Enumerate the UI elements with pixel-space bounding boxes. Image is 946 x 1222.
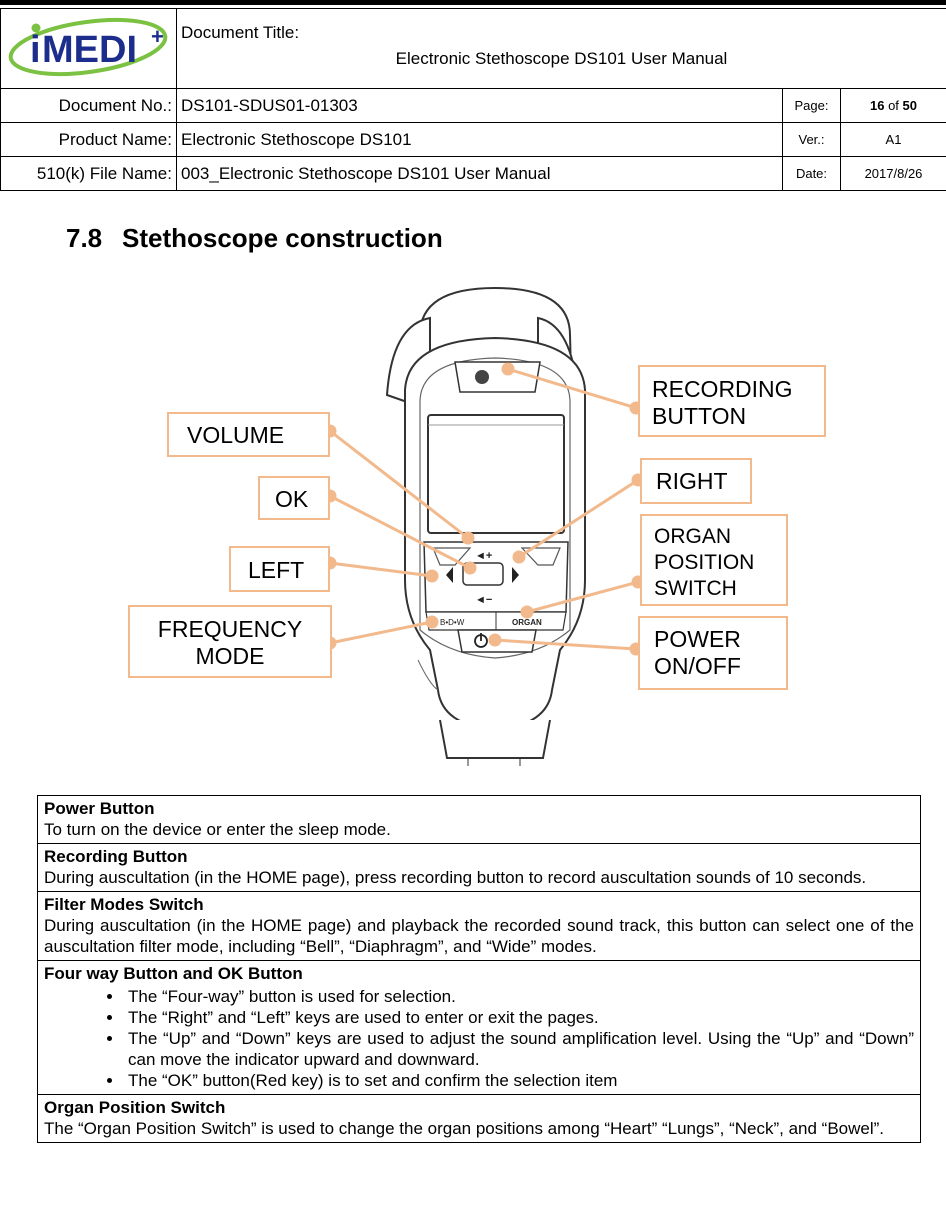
- organ-heading: Organ Position Switch: [44, 1098, 226, 1117]
- table-row: [38, 961, 921, 1095]
- section-heading: [66, 223, 443, 254]
- doc-title-value: Electronic Stethoscope DS101 User Manual: [395, 48, 728, 68]
- fourway-button-cell: [38, 961, 921, 1095]
- list-item: • The “Right” and “Left” keys are used to enter or exit the pages.: [124, 1007, 914, 1028]
- callout-right: [640, 458, 752, 504]
- logo-cell: [1, 9, 177, 89]
- product-label: Product Name:: [1, 123, 177, 157]
- document-header: [0, 8, 946, 191]
- callout-left-text: LEFT: [248, 557, 305, 583]
- product-value: Electronic Stethoscope DS101: [177, 123, 783, 157]
- callout-ok-text: OK: [275, 486, 309, 512]
- stethoscope-figure: [0, 280, 946, 780]
- filter-text: During auscultation (in the HOME page) and playback the recorded sound track, this button can select one of the auscultation filter mode, including “Bell”, “Diaphragm”, and “Wide” modes.: [44, 916, 914, 956]
- organ-text: The “Organ Position Switch” is used to change the organ positions among “Heart” “Lungs”, “Neck”, and “Bowel”.: [44, 1119, 885, 1138]
- page-label: Page:: [783, 89, 841, 123]
- callout-volume-text: VOLUME: [187, 422, 285, 448]
- svg-text:◄+: ◄+: [475, 550, 493, 562]
- date-label: Date:: [783, 157, 841, 191]
- file-label: 510(k) File Name:: [1, 157, 177, 191]
- list-item: • The “OK” button(Red key) is to set and confirm the selection item: [124, 1070, 914, 1091]
- table-row: [38, 892, 921, 961]
- date-value: 2017/8/26: [841, 157, 946, 191]
- callout-organ-line2: POSITION: [654, 551, 755, 574]
- button-descriptions-table: [37, 795, 921, 1143]
- callout-freq-line1: FREQUENCY: [157, 616, 303, 642]
- list-item: • The “Four-way” button is used for selection.: [124, 986, 914, 1007]
- callout-frequency-mode: [128, 605, 332, 678]
- ver-value: A1: [841, 123, 946, 157]
- page-number: [841, 89, 946, 123]
- filter-modes-cell: [38, 892, 921, 961]
- callout-ok: [258, 476, 330, 520]
- section-title: Stethoscope construction: [122, 223, 443, 253]
- table-row: [38, 796, 921, 844]
- stethoscope-illustration: [0, 280, 946, 780]
- organ-label: ORGAN: [512, 618, 542, 627]
- section-number: 7.8: [66, 223, 103, 253]
- svg-text:MEDI: MEDI: [41, 29, 137, 71]
- callout-recording-button: [638, 365, 826, 437]
- callout-right-text: RIGHT: [656, 468, 728, 494]
- recording-button-cell: [38, 844, 921, 892]
- svg-text:+: +: [150, 24, 164, 49]
- table-row: [38, 844, 921, 892]
- callout-organ-line1: ORGAN: [654, 525, 732, 548]
- table-row: [38, 1095, 921, 1143]
- callout-left: [229, 546, 330, 592]
- page-total: 50: [902, 98, 918, 113]
- top-rule: [0, 0, 946, 5]
- doc-title-cell: [177, 9, 946, 89]
- page-of: of: [888, 98, 899, 113]
- callout-organ-line3: SWITCH: [654, 577, 737, 600]
- recording-heading: Recording Button: [44, 847, 188, 866]
- ver-label: Ver.:: [783, 123, 841, 157]
- fourway-bullet-list: [44, 986, 914, 1091]
- doc-no-value: DS101-SDUS01-01303: [177, 89, 783, 123]
- callout-power-line1: POWER: [654, 626, 741, 652]
- recording-text: During auscultation (in the HOME page), press recording button to record auscultation sounds of 10 seconds.: [44, 868, 867, 887]
- callout-power-line2: ON/OFF: [654, 653, 741, 679]
- callout-volume: [167, 412, 330, 457]
- doc-no-label: Document No.:: [1, 89, 177, 123]
- bdw-label: B•D•W: [440, 618, 465, 627]
- callout-power-on-off: [638, 616, 788, 690]
- list-item: • The “Up” and “Down” keys are used to adjust the sound amplification level. Using the “Up” and “Down” can move the indicator upward and downward.: [124, 1028, 914, 1070]
- svg-text:i: i: [29, 29, 41, 71]
- callout-freq-line2: MODE: [195, 643, 265, 669]
- file-value: 003_Electronic Stethoscope DS101 User Manual: [177, 157, 783, 191]
- power-button-cell: [38, 796, 921, 844]
- power-heading: Power Button: [44, 799, 155, 818]
- imedi-logo: [6, 14, 172, 78]
- doc-title-label: Document Title:: [181, 22, 300, 42]
- page-current: 16: [869, 98, 885, 113]
- svg-text:◄−: ◄−: [475, 594, 493, 606]
- filter-heading: Filter Modes Switch: [44, 895, 204, 914]
- callout-recording-line2: BUTTON: [652, 403, 747, 429]
- fourway-heading: Four way Button and OK Button: [44, 964, 303, 983]
- callout-organ-position-switch: [640, 514, 788, 606]
- power-text: To turn on the device or enter the sleep mode.: [44, 820, 391, 839]
- callout-recording-line1: RECORDING: [652, 376, 793, 402]
- organ-switch-cell: [38, 1095, 921, 1143]
